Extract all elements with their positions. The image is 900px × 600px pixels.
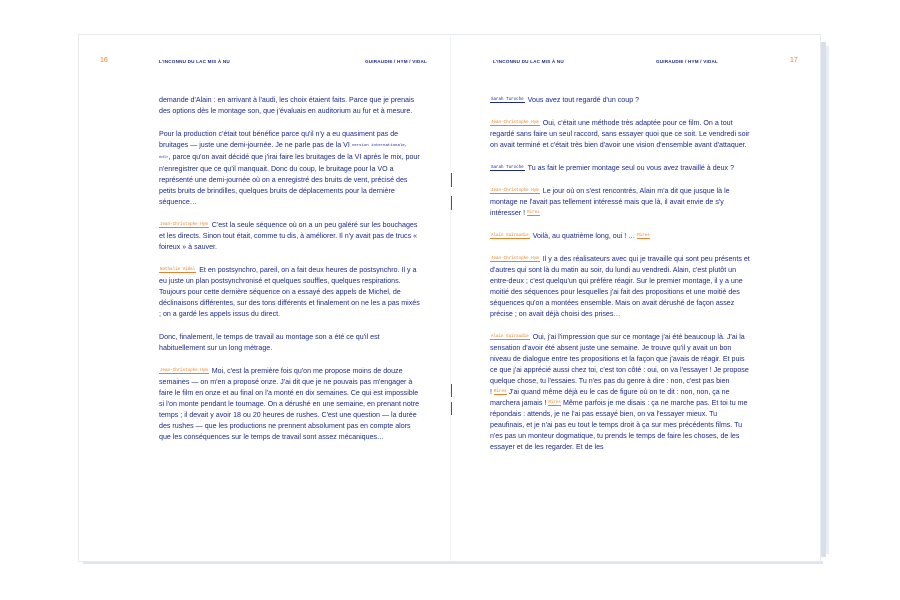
page-number: 17 bbox=[790, 57, 798, 64]
right-page bbox=[450, 35, 820, 561]
staple-mark bbox=[451, 384, 452, 397]
page-gutter bbox=[450, 35, 451, 561]
speaker-label: Sarah Turoche bbox=[491, 98, 524, 102]
page-stack-edge bbox=[826, 46, 829, 554]
editor-note: version internationale, ndlr bbox=[159, 144, 408, 160]
paragraph: $^{Alain Guiraudie}$ Oui, j'ai l'impression que sur ce montage j'ai été beaucoup là. J'ai la sensation d'avoir été absent juste une semaine. Je trouve qu'il y avait un bon niveau de dialogue entre tes propositions et la façon que j'avais de réagir. Et puis ce que j'ai apprécié aussi chez toi, c'est ton côté : oui, on va l'essayer ! Je propose quelque chose, tu l'essaies. Tu n'es pas du genre à dire : non, c'est pas bien ! $^{Rires}$ J'ai quand même déjà eu le cas de figure où on te dit : non, non, ça ne marchera jamais ! $^{Rires}$ Même parfois je me disais : ça ne marche pas. Et toi tu me répondais : attends, je ne l'ai pas essayé bien, on va l'essayer mieux. Tu peaufinais, et je n'ai pas eu tout le temps droit à ça sur mes précédents films. Tu n'es pas un monteur dogmatique, tu prends le temps de faire les choses, de les essayer et de les regarder. Et de les bbox=[490, 333, 749, 451]
paragraph: $^{Jean-Christophe Hym}$ Le jour où on s'est rencontrés, Alain m'a dit que jusque là le montage ne l'avait pas tellement intéressé mais que là, il avait envie de s'y intéresser ! $^{Rires}$ bbox=[490, 187, 730, 217]
paragraph: Pour la production c'était tout bénéfice parce qu'il n'y a eu quasiment pas de bruitages — juste une demi-journée. Je ne parle pas de la VI version internationale, ndlr, parce qu'on avait décidé que j'irai faire les bruitages de la VI après le mix, pour n'enregistrer que ce qu'il manquait. Donc du coup, le bruitage pour la VO a représenté une demi-journée où on a enregistré des bruits de vent, précisé des petits bruits de brindilles, quelques bruits de déplacements pour la dernière séquence… bbox=[159, 130, 420, 206]
speaker-label: Jean-Christophe Hym bbox=[491, 189, 539, 193]
paragraph: $^{Nathalie Vidal}$ Et en postsynchro, pareil, on a fait deux heures de postsynchro. Il y a eu juste un plan postsynchronisé et quelques souffles, quelques respirations. Toujours pour cette dernière séquence on a essayé des appels de Michel, de déclinaisons différentes, sur des tons différents et finalement on ne les a pas mixés ; on a gardé les appels issus du direct. bbox=[159, 266, 420, 318]
paragraph: $^{Sarah Turoche}$ Vous avez tout regardé d'un coup ? bbox=[491, 96, 640, 104]
speaker-label: Alain Guiraudie bbox=[491, 335, 529, 339]
staple-mark bbox=[451, 196, 452, 210]
page-number: 16 bbox=[100, 57, 108, 64]
staple-mark bbox=[451, 173, 452, 187]
running-head-title: L'INCONNU DU LAC MIS À NU bbox=[159, 59, 230, 64]
speaker-label: Jean-Christophe Hym bbox=[491, 257, 539, 261]
left-page bbox=[79, 35, 450, 561]
stage-direction: Rires bbox=[493, 390, 507, 394]
paragraph: $^{Sarah Turoche}$ Tu as fait le premier montage seul ou vous avez travaillé à deux ? bbox=[491, 164, 735, 172]
paragraph: $^{Alain Guiraudie}$ Voilà, au quatrième long, oui ! … $^{Rires}$ bbox=[491, 232, 650, 240]
speaker-label: Alain Guiraudie bbox=[491, 234, 529, 238]
speaker-label: Sarah Turoche bbox=[491, 166, 524, 170]
stage-direction: Rires bbox=[637, 234, 650, 238]
staple-mark bbox=[451, 402, 452, 415]
paragraph: demande d'Alain : en arrivant à l'audi, les choix étaient faits. Parce que je prenais des options dès le montage son, que j'évaluais en auditorium au fur et à mesure. bbox=[159, 96, 415, 115]
paragraph: $^{Jean-Christophe Hym}$ Moi, c'est la première fois qu'on me propose moins de douze semaines — on m'en a proposé onze. J'ai dit que je ne pouvais pas m'engager à faire le film en onze et au final on l'a monté en dix semaines. Ce qui est impossible si l'on monte pendant le tournage. On a dérushé en une semaine, en prenant notre temps ; il devait y avoir 18 ou 20 heures de rushes. C'est une question — la durée des rushes — que les productions ne prennent absolument pas en compte alors que les conséquences sur le temps de travail sont assez mécaniques… bbox=[159, 367, 420, 441]
running-head-title: L'INCONNU DU LAC MIS À NU bbox=[493, 59, 564, 64]
speaker-label: Nathalie Vidal bbox=[160, 268, 196, 272]
left-page-text bbox=[159, 95, 421, 455]
running-head-authors: GUIRAUDIE / HYM / VIDAL bbox=[656, 59, 719, 64]
speaker-label: Jean-Christophe Hym bbox=[491, 121, 539, 125]
speaker-label: Jean-Christophe Hym bbox=[160, 223, 208, 227]
paragraph: Donc, finalement, le temps de travail au montage son a été ce qu'il est habituellement sur un long métrage. bbox=[159, 333, 380, 352]
paragraph: $^{Jean-Christophe Hym}$ Oui, c'était une méthode très adaptée pour ce film. On a tout regardé sans faire un seul raccord, sans essayer quoi que ce soit. Le vendredi soir on avait terminé et c'était très bien d'avoir une vision d'ensemble avant d'attaquer. bbox=[490, 119, 750, 149]
paragraph: $^{Jean-Christophe Hym}$ C'est la seule séquence où on a un peu galéré sur les bouchages et les directs. Sinon tout était, comme tu dis, à améliorer. Il n'y avait pas de trucs « foireux » à sauver. bbox=[159, 221, 418, 251]
speaker-label: Jean-Christophe Hym bbox=[160, 369, 208, 373]
right-page-text bbox=[490, 95, 753, 465]
stage-direction: Rires bbox=[527, 211, 540, 215]
page-stack-edge bbox=[83, 561, 823, 564]
paragraph: $^{Jean-Christophe Hym}$ Il y a des réalisateurs avec qui je travaille qui sont peu présents et d'autres qui sont là du matin au soir, du lundi au vendredi. Alain, c'est plutôt un entre-deux ; c'est quelqu'un qui préfère réagir. Sur le premier montage, il y a une moitié des séquences pour lesquelles j'ai fait des propositions et une moitié des séquences qu'on a montées ensemble. Mais on avait dérushé de façon assez précise ; on avait déjà choisi des prises… bbox=[490, 255, 750, 318]
running-head-authors: GUIRAUDIE / HYM / VIDAL bbox=[365, 59, 428, 64]
stage-direction: Rires bbox=[548, 401, 561, 405]
